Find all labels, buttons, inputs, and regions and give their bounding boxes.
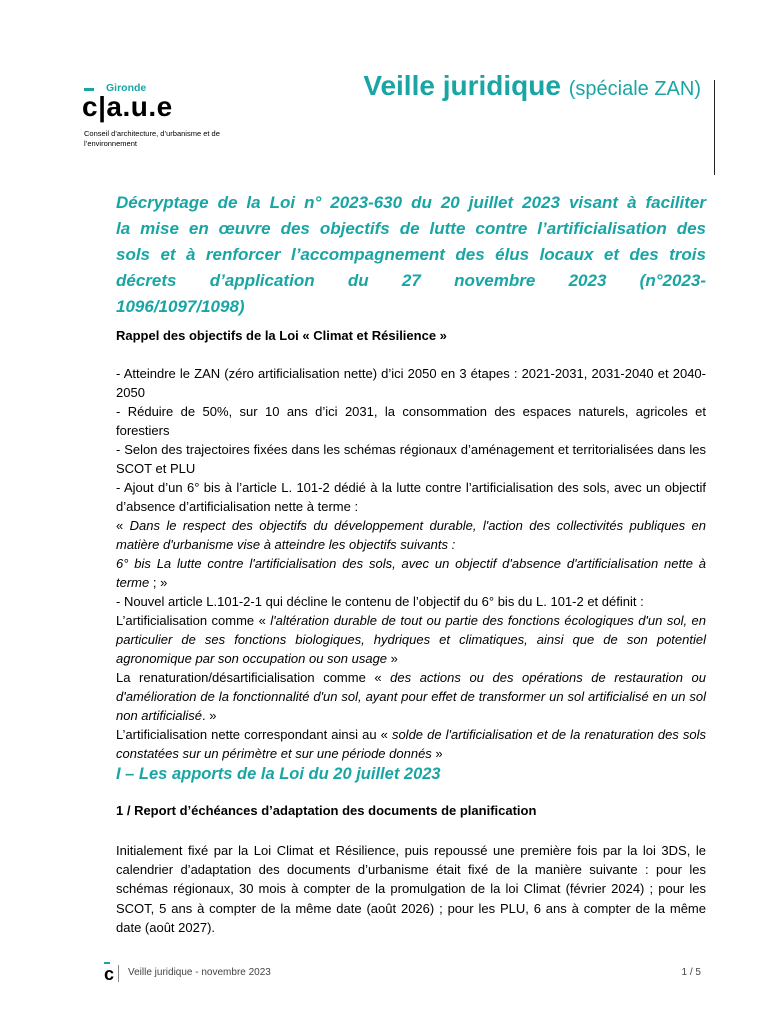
- definition-artificialisation: [116, 611, 706, 668]
- page-number: 1 / 5: [681, 967, 701, 978]
- footer-logo-accent: [104, 962, 110, 964]
- objectives-list: [116, 364, 706, 763]
- decryptage-line: Décryptage de la Loi n° 2023-630 du 20 juillet 2023 visant à faciliter: [116, 193, 706, 212]
- decryptage-line: 1096/1097/1098): [116, 297, 245, 316]
- rappel-heading: Rappel des objectifs de la Loi « Climat et Résilience »: [116, 328, 447, 343]
- footer-text: Veille juridique - novembre 2023: [128, 967, 271, 978]
- definition-suffix: . »: [202, 708, 217, 723]
- objective-item: - Ajout d’un 6° bis à l’article L. 101-2 dédié à la lutte contre l’artificialisation des sols, avec un objectif d’absence d’artificialisation nette à terme :: [116, 480, 706, 514]
- caue-logo: [80, 80, 260, 160]
- quote-close: ; »: [149, 575, 168, 590]
- section-heading: I – Les apports de la Loi du 20 juillet 2023: [116, 765, 441, 783]
- definition-prefix: L’artificialisation nette correspondant ainsi au «: [116, 727, 392, 742]
- footer-logo: [104, 964, 114, 984]
- definition-text: des actions ou des opérations de restauration ou d'amélioration de la fonctionnalité d'un sol, ayant pour effet de transformer un sol artificialisé en un sol non artificialisé: [116, 670, 706, 723]
- footer-divider: [118, 965, 119, 982]
- definition-suffix: »: [431, 746, 443, 761]
- definition-nette: [116, 725, 706, 763]
- footer-logo-letter: c: [104, 964, 115, 984]
- definition-text: l'altération durable de tout ou partie des fonctions écologiques d'un sol, en particulier de ses fonctions biologiques, hydriques et climatiques, ainsi que de son potentiel agronomique par son occupation ou son usage: [116, 613, 706, 666]
- title-sub: (spéciale ZAN): [568, 78, 701, 100]
- decryptage-line: la mise en œuvre des objectifs de lutte contre l’artificialisation des: [116, 219, 706, 238]
- objective-item: - Réduire de 50%, sur 10 ans d’ici 2031, la consommation des espaces naturels, agricoles et forestiers: [116, 404, 706, 438]
- title-main: Veille juridique: [363, 70, 561, 101]
- subsection-heading: 1 / Report d’échéances d’adaptation des documents de planification: [116, 803, 537, 818]
- quote-6bis-text: 6° bis La lutte contre l'artificialisation des sols, avec un objectif d'absence d'artificialisation nette à terme: [116, 556, 706, 590]
- objective-item: - Atteindre le ZAN (zéro artificialisation nette) d’ici 2050 en 3 étapes : 2021-2031, 2031-2040 et 2040-2050: [116, 366, 706, 400]
- decryptage-line: sols et à renforcer l’accompagnement des élus locaux et des trois: [116, 245, 706, 264]
- objective-item: - Selon des trajectoires fixées dans les schémas régionaux d’aménagement et territorialisées dans les SCOT et PLU: [116, 442, 706, 476]
- logo-tagline: Conseil d’architecture, d’urbanisme et de l’environnement: [84, 129, 220, 148]
- definition-prefix: L’artificialisation comme «: [116, 613, 271, 628]
- objective-item: - Nouvel article L.101-2-1 qui décline le contenu de l’objectif du 6° bis du L. 101-2 et définit :: [116, 594, 644, 609]
- article-quote: [116, 516, 706, 554]
- definition-suffix: »: [387, 651, 398, 666]
- decryptage-title: [116, 190, 706, 320]
- decryptage-block: [116, 190, 706, 320]
- logo-mark: c|a.u.e: [82, 91, 173, 122]
- definition-renaturation: [116, 668, 706, 725]
- definition-text: solde de l'artificialisation et de la renaturation des sols constatées sur un périmètre et sur une période donnés: [116, 727, 706, 761]
- body-paragraph: Initialement fixé par la Loi Climat et Résilience, puis repoussé une première fois par la loi 3DS, le calendrier d’adaptation des documents d’urbanisme était fixé de la manière suivante : pour les schémas régionaux, 30 mois à compter de la promulgation de la loi Climat (février 2024) ; pour les SCOT, 5 ans à compter de la même date (août 2026) ; pour les PLU, 6 ans à compter de la même date (août 2027).: [116, 843, 706, 935]
- logo-region: Gironde: [106, 82, 147, 94]
- definition-prefix: La renaturation/désartificialisation comme «: [116, 670, 391, 685]
- quote-open: «: [116, 518, 130, 533]
- quote-text: Dans le respect des objectifs du développement durable, l'action des collectivités publiques en matière d'urbanisme vise à atteindre les objectifs suivants :: [116, 518, 707, 552]
- page-title: [363, 69, 701, 106]
- decryptage-line: décrets d’application du 27 novembre 2023 (n°2023-: [116, 271, 706, 290]
- header-divider: [714, 80, 715, 175]
- article-quote-6bis: [116, 554, 706, 592]
